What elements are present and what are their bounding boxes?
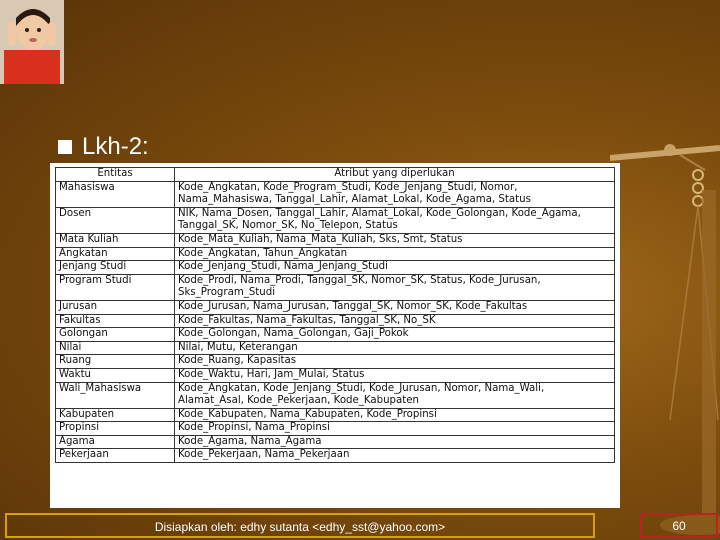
column-header-atribut: Atribut yang diperlukan xyxy=(175,168,615,182)
entity-name-cell: Ruang xyxy=(56,355,175,369)
entity-name-cell: Nilai xyxy=(56,341,175,355)
table-row xyxy=(56,328,615,342)
entity-attribute-table xyxy=(55,167,615,463)
attributes-cell: Kode_Agama, Nama_Agama xyxy=(175,435,615,449)
entity-name-cell: Wali_Mahasiswa xyxy=(56,382,175,408)
table-row xyxy=(56,300,615,314)
table-row xyxy=(56,261,615,275)
attributes-cell: Kode_Golongan, Nama_Golongan, Gaji_Pokok xyxy=(175,328,615,342)
attributes-cell: Kode_Pekerjaan, Nama_Pekerjaan xyxy=(175,449,615,463)
attributes-cell: Kode_Jenjang_Studi, Nama_Jenjang_Studi xyxy=(175,261,615,275)
table-row xyxy=(56,355,615,369)
entity-name-cell: Golongan xyxy=(56,328,175,342)
table-row xyxy=(56,408,615,422)
attributes-cell: Kode_Angkatan, Tahun_Angkatan xyxy=(175,247,615,261)
column-header-entitas: Entitas xyxy=(56,168,175,182)
table-row xyxy=(56,181,615,207)
attributes-cell: Nilai, Mutu, Keterangan xyxy=(175,341,615,355)
table-row xyxy=(56,247,615,261)
attributes-cell: Kode_Angkatan, Kode_Program_Studi, Kode_Jenjang_Studi, Nomor, Nama_Mahasiswa, Tanggal_Lahir, Alamat_Lokal, Kode_Agama, Status xyxy=(175,181,615,207)
attributes-cell: NIK, Nama_Dosen, Tanggal_Lahir, Alamat_Lokal, Kode_Golongan, Kode_Agama, Tanggal_SK, Nomor_SK, No_Telepon, Status xyxy=(175,207,615,233)
slide-title: Lkh-2: xyxy=(82,133,149,160)
entity-name-cell: Dosen xyxy=(56,207,175,233)
table-header-row xyxy=(56,168,615,182)
table-row xyxy=(56,274,615,300)
entity-name-cell: Mata Kuliah xyxy=(56,233,175,247)
attributes-cell: Kode_Waktu, Hari, Jam_Mulai, Status xyxy=(175,368,615,382)
table-row xyxy=(56,368,615,382)
entity-name-cell: Angkatan xyxy=(56,247,175,261)
child-photo xyxy=(0,0,64,84)
attributes-cell: Kode_Mata_Kuliah, Nama_Mata_Kuliah, Sks, Smt, Status xyxy=(175,233,615,247)
table-row xyxy=(56,382,615,408)
attributes-cell: Kode_Angkatan, Kode_Jenjang_Studi, Kode_Jurusan, Nomor, Nama_Wali, Alamat_Asal, Kode_Pekerjaan, Kode_Kabupaten xyxy=(175,382,615,408)
page-number: 60 xyxy=(640,513,718,538)
entity-name-cell: Program Studi xyxy=(56,274,175,300)
table-row xyxy=(56,314,615,328)
entity-name-cell: Jenjang Studi xyxy=(56,261,175,275)
table-row xyxy=(56,449,615,463)
entity-name-cell: Waktu xyxy=(56,368,175,382)
attributes-cell: Kode_Ruang, Kapasitas xyxy=(175,355,615,369)
balance-scale-illustration xyxy=(610,130,720,540)
table-row xyxy=(56,233,615,247)
table-row xyxy=(56,207,615,233)
attributes-cell: Kode_Jurusan, Nama_Jurusan, Tanggal_SK, Nomor_SK, Kode_Fakultas xyxy=(175,300,615,314)
table-row xyxy=(56,435,615,449)
attributes-cell: Kode_Fakultas, Nama_Fakultas, Tanggal_SK, No_SK xyxy=(175,314,615,328)
attributes-cell: Kode_Propinsi, Nama_Propinsi xyxy=(175,422,615,436)
entity-name-cell: Fakultas xyxy=(56,314,175,328)
entity-name-cell: Kabupaten xyxy=(56,408,175,422)
footer-credit: Disiapkan oleh: edhy sutanta <edhy_sst@yahoo.com> xyxy=(5,513,595,538)
table-row xyxy=(56,422,615,436)
entity-name-cell: Mahasiswa xyxy=(56,181,175,207)
entity-name-cell: Jurusan xyxy=(56,300,175,314)
entity-name-cell: Pekerjaan xyxy=(56,449,175,463)
attributes-cell: Kode_Prodi, Nama_Prodi, Tanggal_SK, Nomor_SK, Status, Kode_Jurusan, Sks_Program_Studi xyxy=(175,274,615,300)
entity-name-cell: Agama xyxy=(56,435,175,449)
entity-table-panel xyxy=(50,163,620,508)
entity-name-cell: Propinsi xyxy=(56,422,175,436)
table-row xyxy=(56,341,615,355)
bullet-square xyxy=(58,140,72,154)
attributes-cell: Kode_Kabupaten, Nama_Kabupaten, Kode_Propinsi xyxy=(175,408,615,422)
